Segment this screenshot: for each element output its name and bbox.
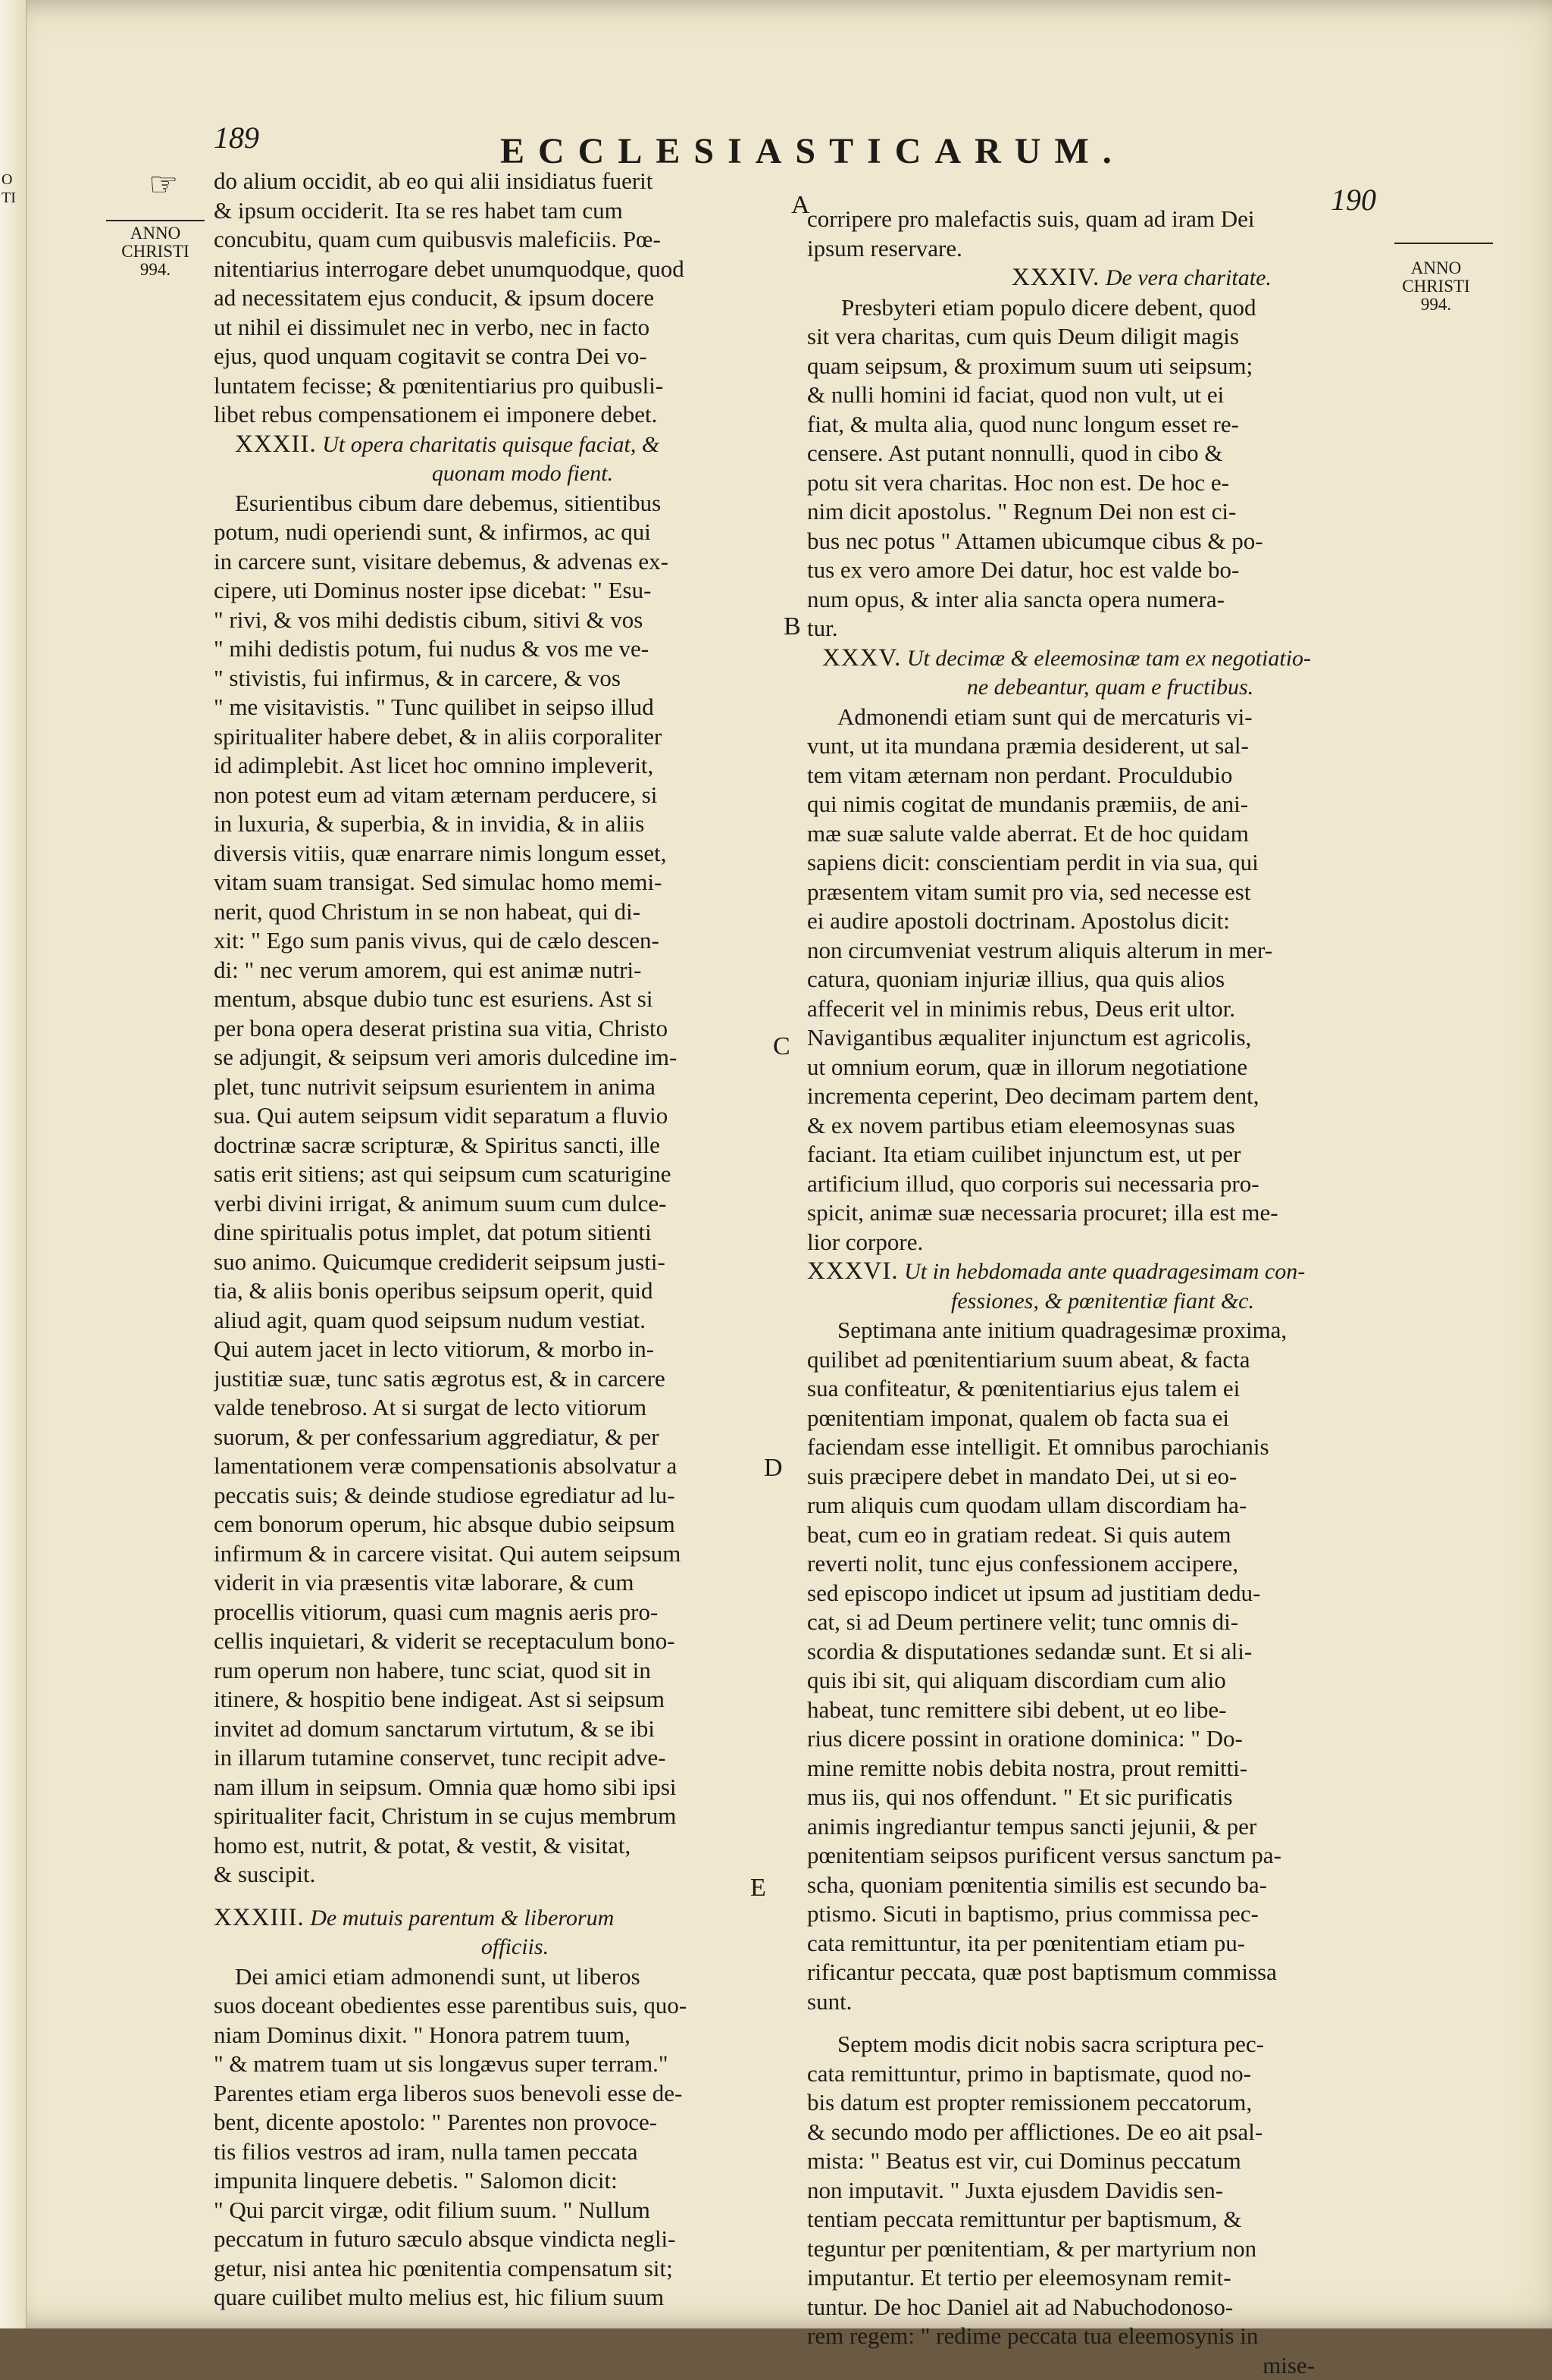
gutter-letter: O <box>2 171 16 189</box>
text-line: " mihi dedistis potum, fui nudus & vos me ve- <box>214 634 786 664</box>
text-line: do alium occidit, ab eo qui alii insidiatus fuerit <box>214 167 786 196</box>
text-line: tuntur. De hoc Daniel ait ad Nabuchodonoso- <box>807 2293 1383 2322</box>
section-letter-e: E <box>750 1874 766 1902</box>
text-line: peccatum in futuro sæculo absque vindicta negli- <box>214 2225 786 2254</box>
text-line: cem bonorum operum, hic absque dubio seipsum <box>214 1510 786 1539</box>
text-line: corripere pro malefactis suis, quam ad iram Dei <box>807 205 1383 234</box>
text-line: libet rebus compensationem ei imponere debet. <box>214 400 786 430</box>
section-letter-a: A <box>791 191 810 220</box>
text-line: " Qui parcit virgæ, odit filium suum. " Nullum <box>214 2196 786 2225</box>
text-line: invitet ad domum sanctarum virtutum, & se ibi <box>214 1715 786 1744</box>
text-line: " & matrem tuam ut sis longævus super terram." <box>214 2050 786 2079</box>
text-line: valde tenebroso. At si surgat de lecto vitiorum <box>214 1393 786 1423</box>
text-line: sed episcopo indicet ut ipsum ad justitiam dedu- <box>807 1579 1383 1608</box>
text-line: & suscipit. <box>214 1860 786 1890</box>
margin-year: 994. <box>114 261 197 279</box>
chapter-title: Ut decimæ & eleemosinæ tam ex negotiatio- <box>907 646 1311 671</box>
text-line: doctrinæ sacræ scripturæ, & Spiritus sancti, ille <box>214 1131 786 1160</box>
text-line: bis datum est propter remissionem peccatorum, <box>807 2088 1383 2118</box>
text-line: concubitu, quam cum quibusvis maleficiis. Pœ- <box>214 225 786 255</box>
text-line: satis erit sitiens; ast qui seipsum cum scaturigine <box>214 1160 786 1189</box>
text-line: mus iis, qui nos offendunt. " Et sic purificatis <box>807 1783 1383 1812</box>
text-line: Navigantibus æqualiter injunctum est agricolis, <box>807 1023 1383 1053</box>
text-line: præsentem vitam sumit pro via, sed necesse est <box>807 878 1383 907</box>
text-line: nerit, quod Christum in se non habeat, qui di- <box>214 897 786 927</box>
text-line: Admonendi etiam sunt qui de mercaturis vi- <box>807 703 1383 732</box>
paragraph-septem-modis <box>807 2030 1383 2380</box>
text-line: ut nihil ei dissimulet nec in verbo, nec in facto <box>214 313 786 343</box>
text-line: tentiam peccata remittuntur per baptismum, & <box>807 2205 1383 2234</box>
section-letter-d: D <box>764 1454 783 1483</box>
text-line: pœnitentiam seipsos purificent versus sanctum pa- <box>807 1841 1383 1871</box>
text-line: nam illum in seipsum. Omnia quæ homo sibi ipsi <box>214 1773 786 1802</box>
text-line: mentum, absque dubio tunc est esuriens. Ast si <box>214 985 786 1014</box>
text-line: animis ingrediantur tempus sancti jejunii, & per <box>807 1812 1383 1842</box>
text-line: non circumveniat vestrum aliquis alterum in mer- <box>807 936 1383 966</box>
text-line: viderit in via præsentis vitæ laborare, & cum <box>214 1568 786 1598</box>
text-line: affecerit vel in minimis rebus, Deus erit ultor. <box>807 994 1383 1024</box>
text-line: censere. Ast putant nonnulli, quod in cibo & <box>807 439 1383 468</box>
text-line: Esurientibus cibum dare debemus, sitientibus <box>214 489 786 518</box>
text-line: & ex novem partibus etiam eleemosynas suas <box>807 1111 1383 1141</box>
paragraph-continued <box>214 167 786 430</box>
text-line: di: " nec verum amorem, qui est animæ nutri- <box>214 956 786 985</box>
chapter-title-cont: officiis. <box>214 1933 786 1962</box>
text-line: suos doceant obedientes esse parentibus suis, quo- <box>214 1991 786 2021</box>
text-line: potum, nudi operiendi sunt, & infirmos, ac qui <box>214 518 786 547</box>
text-line: tus ex vero amore Dei datur, hoc est valde bo- <box>807 556 1383 585</box>
text-line: ipsum reservare. <box>807 234 1383 264</box>
text-line: faciendam esse intelligit. Et omnibus parochianis <box>807 1433 1383 1462</box>
text-line: spiritualiter habere debet, & in aliis corporaliter <box>214 722 786 752</box>
text-line: non imputavit. " Juxta ejusdem Davidis sen- <box>807 2176 1383 2206</box>
chapter-title: Ut in hebdomada ante quadragesimam con- <box>904 1259 1305 1284</box>
margin-note-right <box>1391 259 1482 314</box>
text-line: non potest eum ad vitam æternam perducere, si <box>214 781 786 810</box>
section-letter-b: B <box>784 612 801 641</box>
text-line: justitiæ suæ, tunc satis ægrotus est, & in carcere <box>214 1364 786 1394</box>
text-line: verbi divini irrigat, & animum suum cum dulce- <box>214 1189 786 1219</box>
margin-anno: ANNO <box>114 224 197 243</box>
text-line: luntatem fecisse; & pœnitentiarius pro quibusli- <box>214 371 786 401</box>
text-line: Presbyteri etiam populo dicere debent, quod <box>807 293 1383 323</box>
text-line: quam seipsum, & proximum suum uti seipsum; <box>807 352 1383 381</box>
text-line: suorum, & per confessarium aggrediatur, & per <box>214 1423 786 1452</box>
text-line: bent, dicente apostolo: " Parentes non provoce- <box>214 2108 786 2137</box>
text-line: rius dicere possint in oratione dominica: " Do- <box>807 1724 1383 1754</box>
text-line: dine spiritualis potus implet, dat potum sitienti <box>214 1218 786 1248</box>
text-line: getur, nisi antea hic pœnitentia compensatum sit; <box>214 2254 786 2284</box>
margin-rule-right <box>1394 243 1493 244</box>
text-line: " me visitavistis. " Tunc quilibet in seipso illud <box>214 693 786 722</box>
text-line: qui nimis cogitat de mundanis præmiis, de ani- <box>807 790 1383 819</box>
text-line: plet, tunc nutrivit seipsum esurientem in anima <box>214 1073 786 1102</box>
text-line: in illarum tutamine conservet, tunc recipit adve- <box>214 1743 786 1773</box>
paragraph-vera-charitas <box>807 293 1383 644</box>
paragraph-continued <box>807 205 1383 263</box>
chapter-heading-32 <box>214 430 786 460</box>
paragraph-parents <box>214 1962 786 2313</box>
text-line: suo animo. Quicumque crediderit seipsum justi- <box>214 1248 786 1277</box>
text-line: per bona opera deserat pristina sua vitia, Christo <box>214 1014 786 1044</box>
text-line: ad necessitatem ejus conducit, & ipsum docere <box>214 283 786 313</box>
text-line: scordia & disputationes sedandæ sunt. Et si ali- <box>807 1637 1383 1667</box>
chapter-number: XXXIV. <box>1012 264 1100 291</box>
text-line: ei audire apostoli doctrinam. Apostolus dicit: <box>807 907 1383 936</box>
text-line: quis ibi sit, qui aliquam discordiam cum alio <box>807 1666 1383 1696</box>
text-line: lamentationem veræ compensationis absolvatur a <box>214 1451 786 1481</box>
text-line: suis præcipere debet in mandato Dei, ut si eo- <box>807 1462 1383 1492</box>
text-line: cata remittuntur, primo in baptismate, quod no- <box>807 2059 1383 2089</box>
text-line: procellis vitiorum, quasi cum magnis aeris pro- <box>214 1598 786 1627</box>
chapter-title-cont: ne debeantur, quam e fructibus. <box>807 673 1383 703</box>
text-line: mista: " Beatus est vir, cui Dominus peccatum <box>807 2147 1383 2176</box>
right-page-number: 190 <box>1331 182 1376 218</box>
text-line: sunt. <box>807 1987 1383 2017</box>
text-line: lior corpore. <box>807 1228 1383 1257</box>
text-line: tis filios vestros ad iram, nulla tamen peccata <box>214 2137 786 2167</box>
text-line: cat, si ad Deum pertinere velit; tunc omnis di- <box>807 1608 1383 1637</box>
text-line: artificium illud, quo corporis sui necessaria pro- <box>807 1170 1383 1199</box>
text-line: sit vera charitas, cum quis Deum diligit magis <box>807 322 1383 352</box>
chapter-number: XXXV. <box>822 644 901 672</box>
text-line: in luxuria, & superbia, & in invidia, & in aliis <box>214 810 786 839</box>
chapter-title: De mutuis parentum & liberorum <box>310 1906 614 1931</box>
paragraph-charity <box>214 489 786 1890</box>
text-line: rem regem: " redime peccata tua eleemosynis in <box>807 2322 1383 2351</box>
chapter-heading-36 <box>807 1257 1383 1287</box>
chapter-title: De vera charitate. <box>1106 265 1272 290</box>
margin-anno: ANNO <box>1391 259 1482 277</box>
chapter-number: XXXIII. <box>214 1904 305 1931</box>
text-line: sua. Qui autem seipsum vidit separatum a fluvio <box>214 1101 786 1131</box>
text-line: ejus, quod unquam cogitavit se contra Dei vo- <box>214 342 786 371</box>
text-line: num opus, & inter alia sancta opera numera- <box>807 585 1383 615</box>
margin-year: 994. <box>1391 296 1482 314</box>
text-line: cellis inquietari, & viderit se receptaculum bono- <box>214 1627 786 1656</box>
text-line: spiritualiter facit, Christum in se cujus membrum <box>214 1802 786 1831</box>
text-line: mæ suæ salute valde aberrat. Et de hoc quidam <box>807 819 1383 849</box>
chapter-title-cont: quonam modo fient. <box>214 459 786 489</box>
pointing-hand-icon: ☞ <box>149 165 178 204</box>
text-line: xit: " Ego sum panis vivus, qui de cælo descen- <box>214 926 786 956</box>
text-line: cata remittuntur, ita per pœnitentiam etiam pu- <box>807 1929 1383 1959</box>
section-letter-c: C <box>773 1032 790 1061</box>
text-line: cipere, uti Dominus noster ipse dicebat: " Esu- <box>214 576 786 606</box>
text-line: impunita linquere debetis. " Salomon dicit: <box>214 2166 786 2196</box>
text-line: nim dicit apostolus. " Regnum Dei non est ci- <box>807 497 1383 527</box>
text-line: potu sit vera charitas. Hoc non est. De hoc e- <box>807 468 1383 498</box>
text-line: tur. <box>807 614 1383 644</box>
text-line: pœnitentiam imponat, qualem ob facta sua ei <box>807 1404 1383 1433</box>
text-line: bus nec potus " Attamen ubicumque cibus & po- <box>807 527 1383 556</box>
text-line: id adimplebit. Ast licet hoc omnino impleverit, <box>214 751 786 781</box>
text-line: " stivistis, fui infirmus, & in carcere, & vos <box>214 664 786 694</box>
chapter-title-cont: fessiones, & pœnitentiæ fiant &c. <box>807 1287 1383 1317</box>
margin-note-left <box>114 224 197 279</box>
text-line: imputantur. Et tertio per eleemosynam remit- <box>807 2263 1383 2293</box>
text-line: sapiens dicit: conscientiam perdit in via sua, qui <box>807 848 1383 878</box>
left-page-number: 189 <box>214 120 259 155</box>
text-line: ut omnium eorum, quæ in illorum negotiatione <box>807 1053 1383 1082</box>
text-line: quare cuilibet multo melius est, hic filium suum <box>214 2283 786 2313</box>
text-line: reverti nolit, tunc ejus confessionem accipere, <box>807 1549 1383 1579</box>
chapter-number: XXXVI. <box>807 1257 899 1285</box>
text-line: niam Dominus dixit. " Honora patrem tuum, <box>214 2021 786 2050</box>
margin-rule-left <box>106 220 205 221</box>
text-line: " rivi, & vos mihi dedistis cibum, sitivi & vos <box>214 606 786 635</box>
text-line: rificantur peccata, quæ post baptismum commissa <box>807 1958 1383 1987</box>
text-line: Dei amici etiam admonendi sunt, ut liberos <box>214 1962 786 1992</box>
text-line: in carcere sunt, visitare debemus, & advenas ex- <box>214 547 786 577</box>
text-line: Qui autem jacet in lecto vitiorum, & morbo in- <box>214 1335 786 1364</box>
left-column <box>214 167 786 2313</box>
text-line: teguntur per pœnitentiam, & per martyrium non <box>807 2234 1383 2264</box>
text-line: sua confiteatur, & pœnitentiarius ejus talem ei <box>807 1374 1383 1404</box>
paragraph-decimae <box>807 703 1383 1257</box>
text-line: scha, quoniam pœnitentia similis est secundo ba- <box>807 1871 1383 1900</box>
right-column <box>807 205 1383 2380</box>
text-line: ptismo. Sicuti in baptismo, prius commissa pec- <box>807 1899 1383 1929</box>
previous-page-edge <box>0 0 27 2328</box>
text-line: & nulli homini id faciat, quod non vult, ut ei <box>807 380 1383 410</box>
text-line: Septem modis dicit nobis sacra scriptura pec- <box>807 2030 1383 2059</box>
catchword: mise- <box>807 2351 1383 2380</box>
text-line: & secundo modo per afflictiones. De eo ait psal- <box>807 2118 1383 2147</box>
text-line: vitam suam transigat. Sed simulac homo memi- <box>214 868 786 897</box>
running-head: ECCLESIASTICARUM. <box>500 130 1125 172</box>
text-line: peccatis suis; & deinde studiose egrediatur ad lu- <box>214 1481 786 1511</box>
text-line: spicit, animæ suæ necessaria procuret; illa est me- <box>807 1198 1383 1228</box>
margin-christi: CHRISTI <box>114 243 197 261</box>
chapter-heading-34 <box>807 263 1383 293</box>
text-line: tem vitam æternam non perdant. Proculdubio <box>807 761 1383 791</box>
text-line: beat, cum eo in gratiam redeat. Si quis autem <box>807 1520 1383 1550</box>
text-line: rum aliquis cum quodam ullam discordiam ha- <box>807 1491 1383 1520</box>
text-line: fiat, & multa alia, quod nunc longum esset re- <box>807 410 1383 440</box>
gutter-letter: TI <box>2 189 16 207</box>
text-line: incrementa ceperint, Deo decimam partem dent, <box>807 1082 1383 1111</box>
text-line: Septimana ante initium quadragesimæ proxima, <box>807 1316 1383 1345</box>
text-line: & ipsum occiderit. Ita se res habet tam cum <box>214 196 786 226</box>
text-line: quilibet ad pœnitentiarium suum abeat, & facta <box>807 1345 1383 1375</box>
text-line: diversis vitiis, quæ enarrare nimis longum esset, <box>214 839 786 869</box>
text-line: vunt, ut ita mundana præmia desiderent, ut sal- <box>807 731 1383 761</box>
text-line: Parentes etiam erga liberos suos benevoli esse de- <box>214 2079 786 2109</box>
chapter-heading-33 <box>214 1903 786 1934</box>
text-line: infirmum & in carcere visitat. Qui autem seipsum <box>214 1539 786 1569</box>
text-line: faciant. Ita etiam cuilibet injunctum est, ut per <box>807 1140 1383 1170</box>
text-line: catura, quoniam injuriæ illius, qua quis alios <box>807 965 1383 994</box>
text-line: homo est, nutrit, & potat, & vestit, & visitat, <box>214 1831 786 1861</box>
chapter-number: XXXII. <box>235 431 317 458</box>
chapter-title: Ut opera charitatis quisque faciat, & <box>322 432 659 457</box>
text-line: aliud agit, quam quod seipsum nudum vestiat. <box>214 1306 786 1336</box>
text-line: mine remitte nobis debita nostra, prout remitti- <box>807 1754 1383 1783</box>
text-line: tia, & aliis bonis operibus seipsum operit, quid <box>214 1276 786 1306</box>
text-line: nitentiarius interrogare debet unumquodque, quod <box>214 255 786 284</box>
text-line: se adjungit, & seipsum veri amoris dulcedine im- <box>214 1043 786 1073</box>
text-line: itinere, & hospitio bene indigeat. Ast si seipsum <box>214 1685 786 1715</box>
margin-christi: CHRISTI <box>1391 277 1482 296</box>
chapter-heading-35 <box>807 644 1383 674</box>
text-line: rum operum non habere, tunc sciat, quod sit in <box>214 1656 786 1686</box>
text-line: habeat, tunc remittere sibi debent, ut eo libe- <box>807 1696 1383 1725</box>
paragraph-septimana <box>807 1316 1383 2016</box>
